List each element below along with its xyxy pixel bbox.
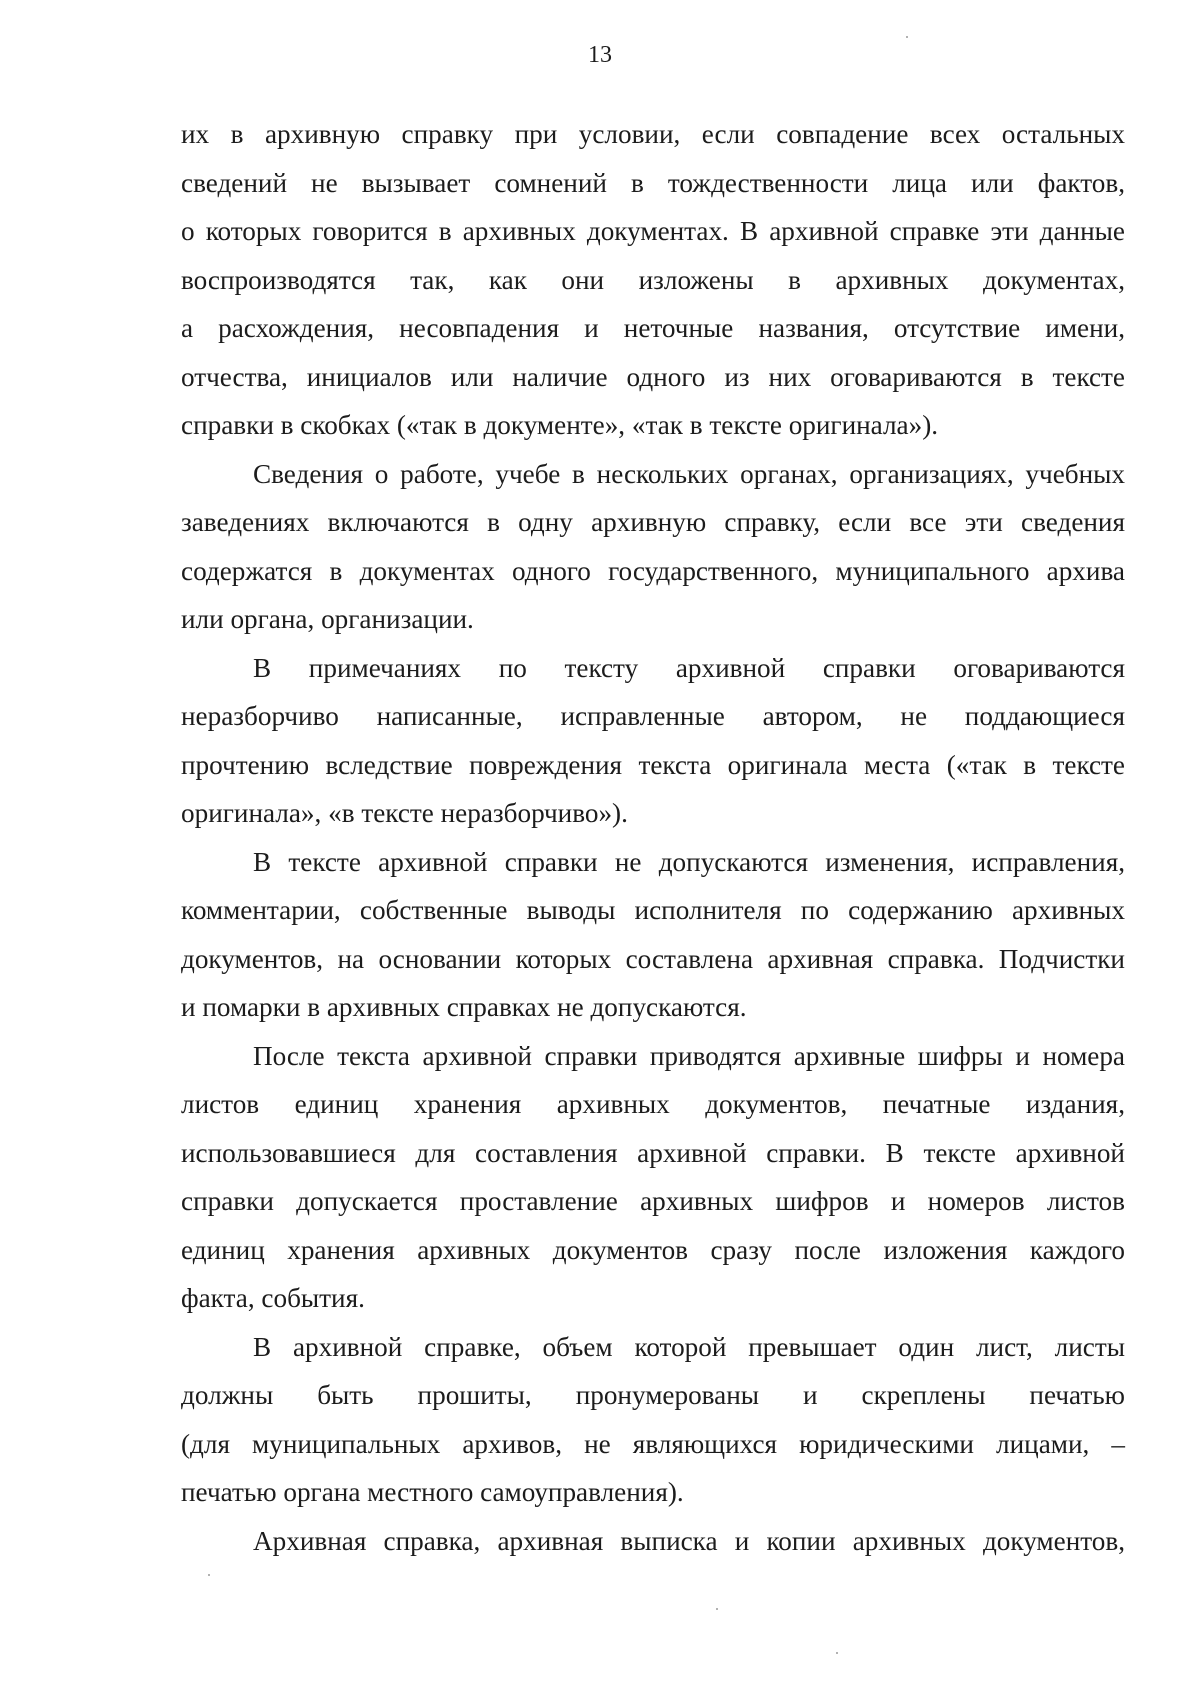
paragraph [181, 110, 1125, 401]
text-line: прочтению вследствие повреждения текста оригинала места («так в тексте [181, 749, 1125, 780]
paragraph [181, 1032, 1125, 1275]
paragraph-last-line [181, 789, 1125, 838]
paragraph [181, 1323, 1125, 1469]
text-line: их в архивную справку при условии, если совпадение всех остальных [181, 119, 1125, 149]
text-line: содержатся в документах одного государственного, муниципального архива [181, 555, 1125, 586]
text-line: использовавшиеся для составления архивной справки. В тексте архивной [181, 1137, 1125, 1168]
text-line: единиц хранения архивных документов сразу после изложения каждого [181, 1234, 1125, 1265]
text-line: и помарки в архивных справках не допускаются. [181, 992, 747, 1022]
text-line: заведениях включаются в одну архивную справку, если все эти сведения [181, 507, 1125, 537]
text-line: отчества, инициалов или наличие одного из них оговариваются в тексте [181, 361, 1125, 392]
text-line: В архивной справке, объем которой превышает один лист, листы [253, 1331, 1125, 1362]
text-line: оригинала», «в тексте неразборчиво»). [181, 798, 628, 828]
text-line: листов единиц хранения архивных документов, печатные издания, [181, 1089, 1125, 1119]
text-line: Сведения о работе, учебе в нескольких органах, организациях, учебных [253, 458, 1125, 489]
text-line: а расхождения, несовпадения и неточные названия, отсутствие имени, [181, 313, 1125, 343]
text-line: В тексте архивной справки не допускаются изменения, исправления, [253, 846, 1125, 877]
paragraph-last-line [181, 1468, 1125, 1517]
paragraph [181, 838, 1125, 984]
paragraph [181, 1517, 1125, 1566]
paragraph-last-line [181, 1274, 1125, 1323]
document-body [181, 110, 1125, 1565]
paragraph [181, 450, 1125, 596]
paragraph [181, 644, 1125, 790]
text-line: неразборчиво написанные, исправленные автором, не поддающиеся [181, 701, 1125, 731]
text-line: о которых говорится в архивных документах. В архивной справке эти данные [181, 216, 1125, 246]
text-line: или органа, организации. [181, 604, 474, 634]
text-line: должны быть прошиты, пронумерованы и скреплены печатью [181, 1380, 1125, 1410]
paragraph-last-line [181, 983, 1125, 1032]
text-line: (для муниципальных архивов, не являющихся юридическими лицами, – [181, 1428, 1125, 1459]
text-line: После текста архивной справки приводятся архивные шифры и номера [253, 1040, 1125, 1071]
paragraph-last-line [181, 595, 1125, 644]
paragraph-last-line [181, 401, 1125, 450]
text-line: В примечаниях по тексту архивной справки оговариваются [253, 652, 1125, 683]
text-line: сведений не вызывает сомнений в тождественности лица или фактов, [181, 167, 1125, 198]
text-line: справки допускается проставление архивных шифров и номеров листов [181, 1186, 1125, 1216]
scan-speck [906, 36, 908, 38]
scan-speck [716, 1608, 718, 1610]
text-line: Архивная справка, архивная выписка и копии архивных документов, [253, 1525, 1125, 1556]
text-line: воспроизводятся так, как они изложены в архивных документах, [181, 264, 1125, 295]
scan-speck [208, 1574, 210, 1576]
text-line: документов, на основании которых составлена архивная справка. Подчистки [181, 943, 1125, 974]
text-line: комментарии, собственные выводы исполнителя по содержанию архивных [181, 895, 1125, 925]
text-line: печатью органа местного самоуправления). [181, 1477, 684, 1507]
page-number: 13 [588, 42, 612, 68]
text-line: факта, события. [181, 1283, 365, 1313]
text-line: справки в скобках («так в документе», «так в тексте оригинала»). [181, 410, 939, 440]
scan-speck [836, 1652, 838, 1654]
